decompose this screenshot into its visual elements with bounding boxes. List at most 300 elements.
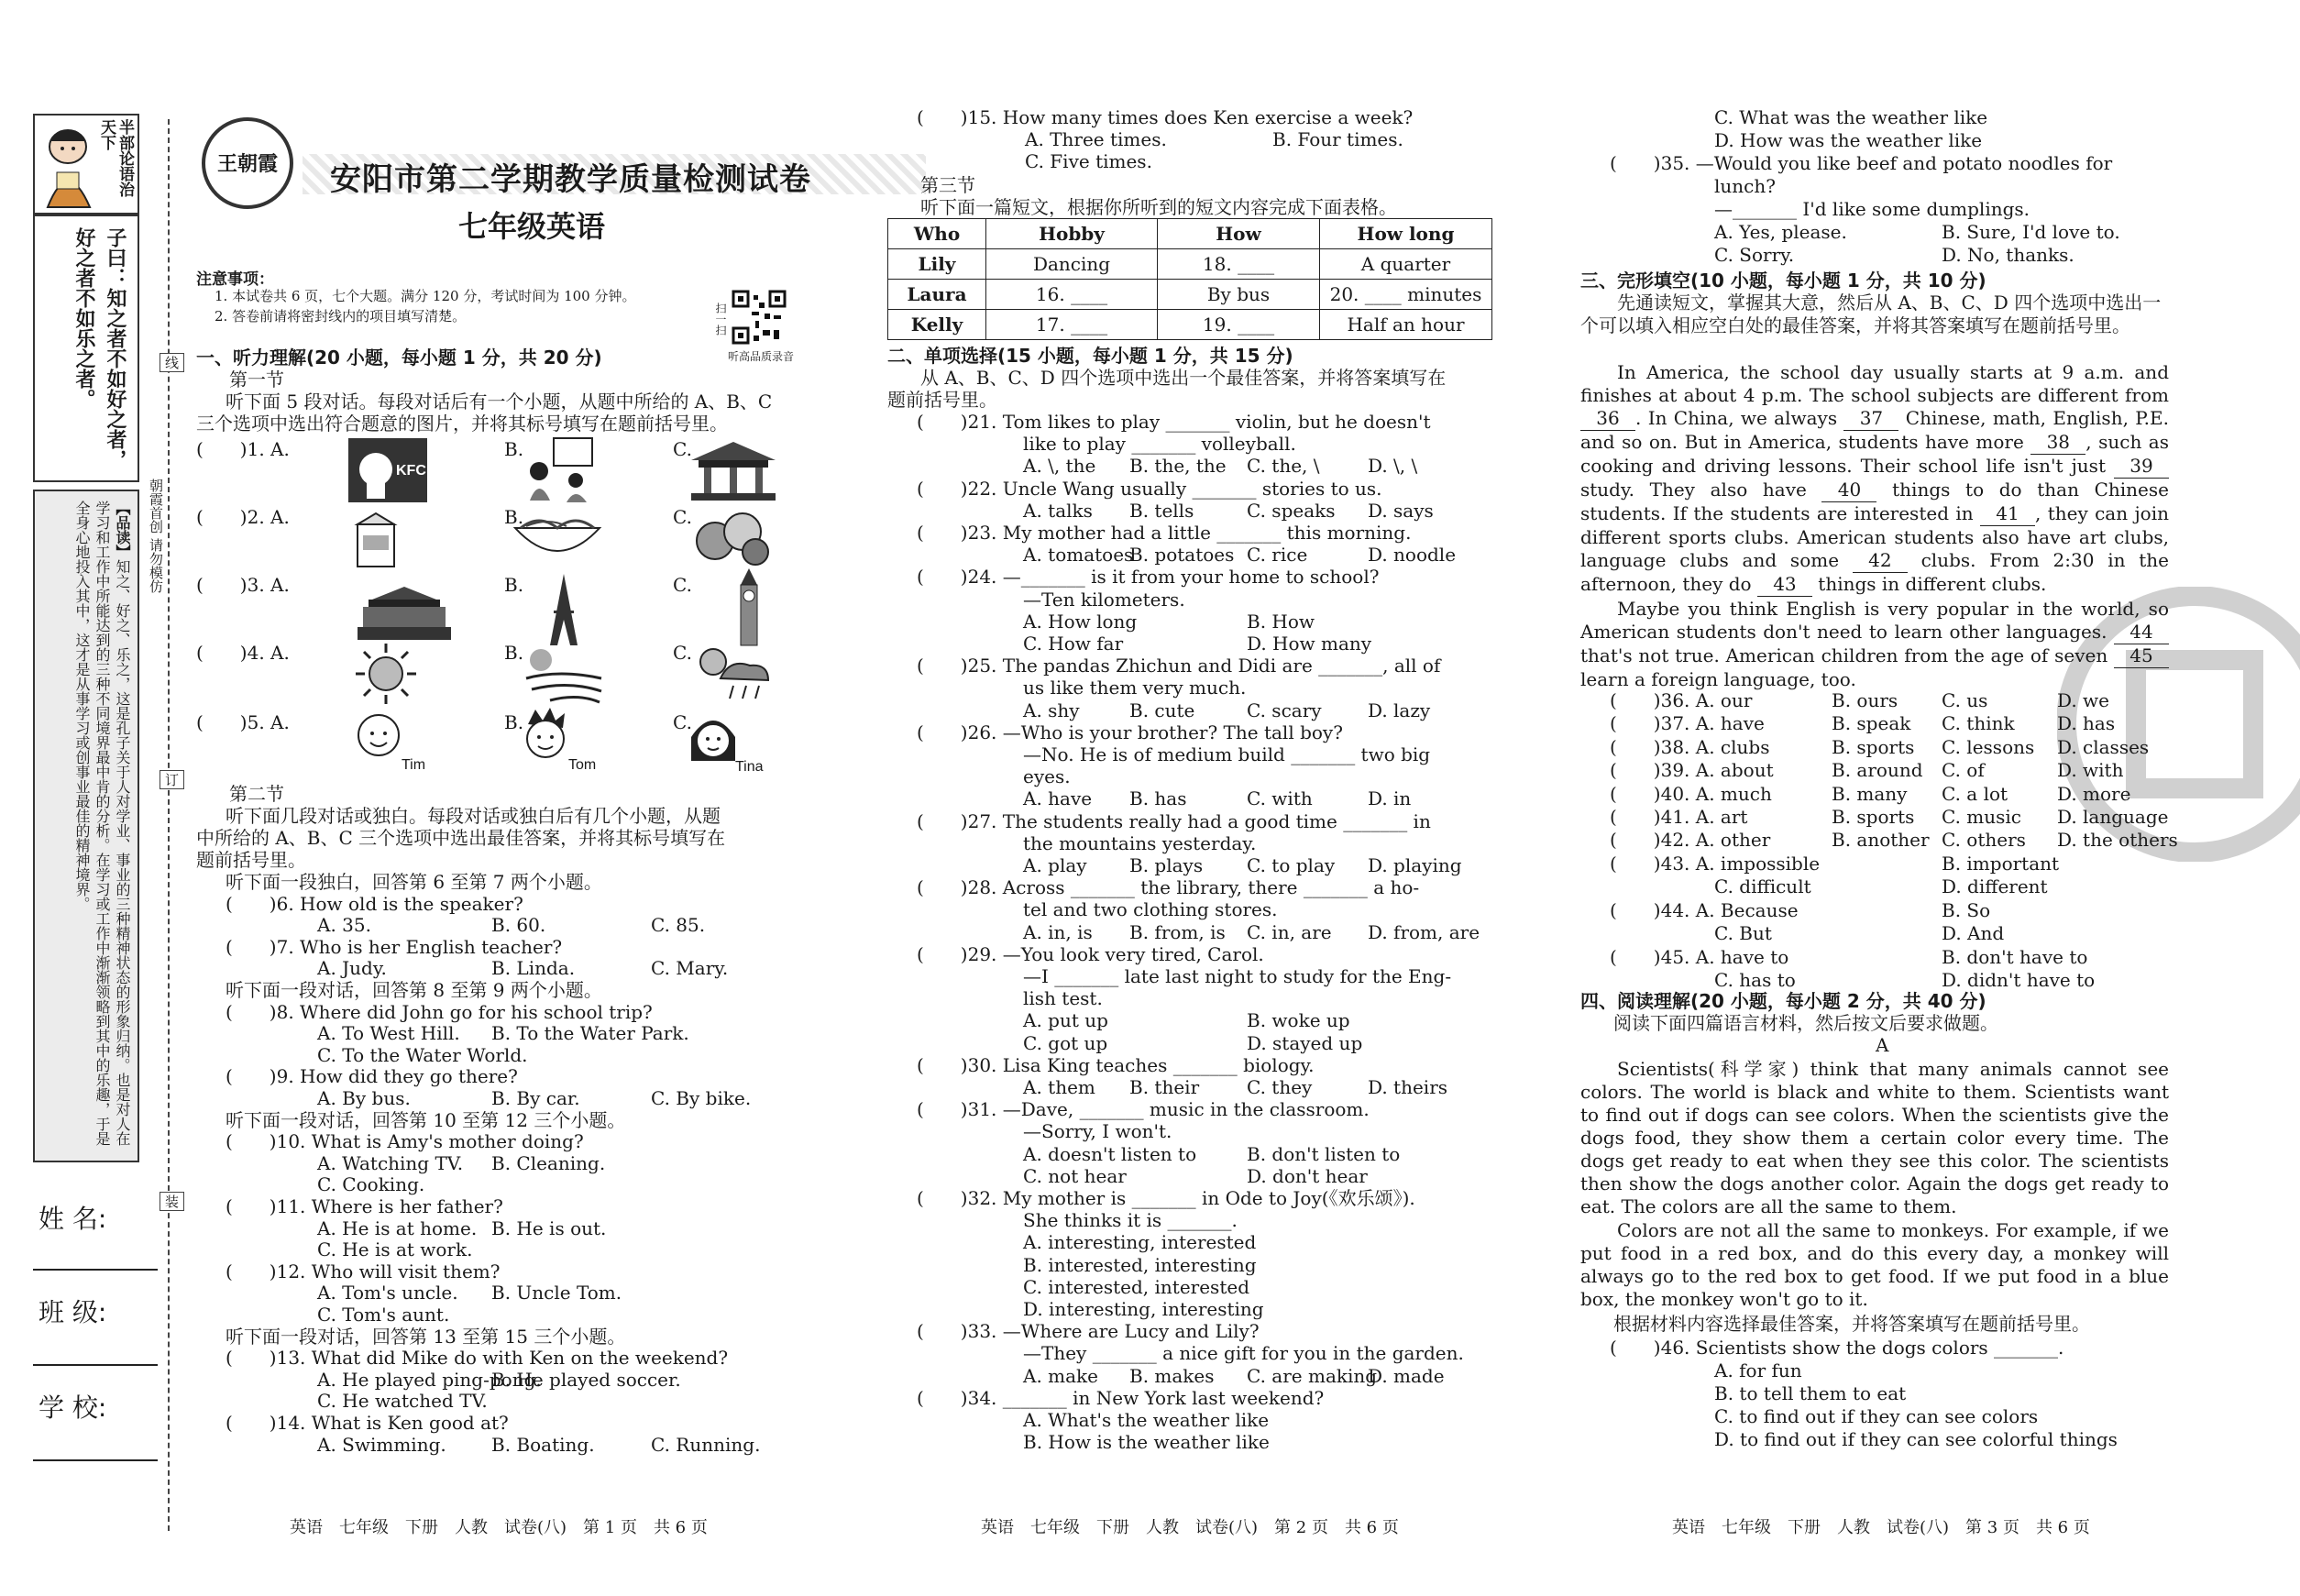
answer-option[interactable]: C. music bbox=[1942, 806, 2022, 828]
question-stem[interactable]: ( )26. —Who is your brother? The tall boy? bbox=[917, 721, 1343, 743]
answer-option[interactable]: D. lazy bbox=[1368, 699, 1431, 721]
th-hobby: Hobby bbox=[986, 219, 1158, 249]
question-line: C. Five times. bbox=[1025, 150, 1152, 172]
cinema-scene-icon bbox=[523, 435, 605, 502]
answer-option[interactable]: D. didn't have to bbox=[1942, 969, 2096, 991]
answer-option[interactable]: D. with bbox=[2057, 759, 2124, 782]
question-line: the mountains yesterday. bbox=[1023, 831, 1257, 854]
question-line: C. interested, interested bbox=[1023, 1275, 1249, 1298]
answer-option[interactable]: A. put up bbox=[1023, 1009, 1108, 1032]
answer-option[interactable]: C. has to bbox=[1714, 969, 1796, 991]
question-stem[interactable]: ( )21. Tom likes to play _______ violin, but he doesn't bbox=[917, 411, 1431, 433]
answer-option[interactable]: B. Sure, I'd love to. bbox=[1942, 221, 2120, 243]
question-stem[interactable]: ( )32. My mother is _______ in Ode to Joy(《欢乐颂》). bbox=[917, 1187, 1415, 1209]
passage-a-label: A bbox=[1876, 1034, 1889, 1056]
answer-option[interactable]: C. a lot bbox=[1942, 782, 2008, 805]
question-stem[interactable]: ( )46. Scientists show the dogs colors _______. bbox=[1610, 1337, 2064, 1359]
answer-option[interactable]: B. important bbox=[1942, 853, 2060, 875]
answer-option[interactable]: C. Mary. bbox=[651, 957, 729, 980]
qr-caption: 听高品质录音 bbox=[728, 350, 795, 363]
question-stem[interactable]: ( )25. The pandas Zhichun and Didi are _______, all of bbox=[917, 655, 1441, 677]
big-ben-icon bbox=[735, 568, 763, 647]
th-how: How bbox=[1158, 219, 1320, 249]
question-stem[interactable]: ( )28. Across _______ the library, there _______ a ho- bbox=[917, 876, 1420, 899]
answer-option[interactable]: A. 35. bbox=[317, 914, 371, 937]
answer-option[interactable]: B. To the Water Park. bbox=[491, 1022, 689, 1045]
answer-option[interactable]: B. another bbox=[1832, 829, 1930, 852]
answer-option[interactable]: C. not hear bbox=[1023, 1164, 1127, 1187]
answer-option[interactable]: C. How far bbox=[1023, 633, 1124, 655]
scholar-mascot-icon bbox=[37, 119, 101, 211]
question-stem[interactable]: ( )27. The students really had a good time _______ in bbox=[917, 809, 1431, 832]
cloze-question[interactable]: ( )42. A. other bbox=[1610, 829, 1771, 852]
name-tina: Tina bbox=[735, 759, 764, 775]
answer-option[interactable]: B. He played soccer. bbox=[491, 1368, 681, 1391]
question-line: C. To the Water World. bbox=[317, 1043, 528, 1066]
table-header bbox=[888, 219, 1492, 249]
footer-page-2: 英语 七年级 下册 人教 试卷(八) 第 2 页 共 6 页 bbox=[981, 1518, 1399, 1537]
question-stem[interactable]: ( )30. Lisa King teaches _______ biology. bbox=[917, 1053, 1315, 1076]
answer-option[interactable]: B. their bbox=[1129, 1076, 1200, 1098]
answer-option[interactable]: A. To West Hill. bbox=[317, 1022, 460, 1045]
footer-page-3: 英语 七年级 下册 人教 试卷(八) 第 3 页 共 6 页 bbox=[1672, 1518, 2090, 1537]
question-line: C. Tom's aunt. bbox=[317, 1304, 450, 1326]
boy-tom-icon bbox=[523, 708, 568, 766]
rainy-icon bbox=[693, 642, 776, 706]
question-line: B. interested, interesting bbox=[1023, 1253, 1257, 1276]
section-2-intro-2: 题前括号里。 bbox=[887, 389, 997, 411]
question-line: B. to tell them to eat bbox=[1714, 1382, 1907, 1404]
answer-option[interactable]: A. Judy. bbox=[317, 957, 387, 980]
question-line: B. How is the weather like bbox=[1023, 1431, 1270, 1454]
quote-text: 子曰：知之者不如好之者，好之者不如乐之者。 bbox=[72, 227, 127, 469]
cell: A quarter bbox=[1320, 249, 1492, 280]
answer-option[interactable]: D. the others bbox=[2057, 829, 2178, 852]
picture-question[interactable]: ( )1. A. bbox=[196, 438, 290, 460]
answer-option[interactable]: C. are making bbox=[1247, 1364, 1378, 1387]
answer-option[interactable]: B. Four times. bbox=[1272, 128, 1403, 150]
picture-option-label[interactable]: C. bbox=[673, 506, 692, 528]
logo-text: 王朝霞 bbox=[216, 152, 278, 176]
table-row bbox=[888, 249, 1492, 280]
answer-option[interactable]: B. makes bbox=[1129, 1364, 1215, 1387]
answer-option[interactable]: B. 60. bbox=[491, 914, 546, 937]
cell: Dancing bbox=[986, 249, 1158, 280]
answer-option[interactable]: A. He is at home. bbox=[317, 1216, 478, 1239]
answer-option[interactable]: A. doesn't listen to bbox=[1023, 1142, 1197, 1165]
question-line: —Ten kilometers. bbox=[1023, 588, 1185, 611]
answer-option[interactable]: A. in, is bbox=[1023, 920, 1093, 943]
question-line: us like them very much. bbox=[1023, 677, 1247, 699]
question-stem[interactable]: ( )14. What is Ken good at? bbox=[226, 1412, 509, 1434]
answer-option[interactable]: A. make bbox=[1023, 1364, 1099, 1387]
part-2-intro-3: 题前括号里。 bbox=[196, 849, 306, 871]
question-stem[interactable]: ( )15. How many times does Ken exercise a week? bbox=[917, 106, 1414, 128]
answer-option[interactable]: C. Running. bbox=[651, 1433, 761, 1456]
question-line: C. He watched TV. bbox=[317, 1390, 488, 1413]
blank-19[interactable]: 19. ____ bbox=[1158, 310, 1320, 340]
question-line: A. What's the weather like bbox=[1023, 1409, 1270, 1431]
part-2-intro-2: 中所给的 A、B、C 三个选项中选出最佳答案，并将其标号填写在 bbox=[196, 827, 726, 849]
pindu-label: 【品读】 bbox=[114, 501, 131, 559]
cloze-question[interactable]: ( )36. A. our bbox=[1610, 689, 1753, 711]
cloze-passage-1: In America, the school day usually starts at 9 a.m. and finishes at about 4 p.m. The school subjects are different from 36 . In China, we always 37 Chinese, math, English, P.E. and so on. But in America, students have more 38 , such as cooking and driving lessons. Their school life isn't just 39 study. They also have 40 things to do than Chinese students. If the students are interested in 41 , they can join different sports clubs. American students also have art clubs, language clubs and some 42 clubs. From 2:30 in the afternoon, they do 43 things in different clubs. bbox=[1580, 361, 2170, 595]
picture-option-label[interactable]: B. bbox=[504, 711, 524, 733]
sub-instruction: 听下面一段对话，回答第 13 至第 15 三个小题。 bbox=[226, 1325, 626, 1348]
question-stem[interactable]: ( )29. —You look very tired, Carol. bbox=[917, 942, 1264, 965]
quote-box bbox=[33, 213, 139, 482]
answer-option[interactable]: C. 85. bbox=[651, 914, 706, 937]
answer-option[interactable]: B. the, the bbox=[1129, 455, 1227, 478]
question-stem[interactable]: ( )22. Uncle Wang usually _______ stories to us. bbox=[917, 477, 1382, 500]
cloze-question[interactable]: ( )45. A. have to bbox=[1610, 945, 1789, 968]
answer-option[interactable]: A. have bbox=[1023, 787, 1093, 810]
pindu-box bbox=[33, 490, 139, 1162]
notice-2: 2. 答卷前请将密封线内的项目填写清楚。 bbox=[215, 308, 467, 325]
answer-option[interactable]: A. Yes, please. bbox=[1714, 221, 1847, 243]
cloze-blank-45[interactable]: 45 bbox=[2114, 644, 2169, 668]
listening-table bbox=[887, 218, 1492, 340]
question-line: C. He is at work. bbox=[317, 1238, 473, 1261]
blank-16[interactable]: 16. ____ bbox=[986, 280, 1158, 310]
answer-option[interactable]: D. we bbox=[2057, 689, 2109, 711]
qr-side-text: 扫一扫 bbox=[714, 303, 727, 336]
page-3 bbox=[1573, 0, 2206, 1596]
name-tim: Tim bbox=[402, 757, 426, 773]
picture-question[interactable]: ( )5. A. bbox=[196, 711, 290, 733]
answer-option[interactable]: B. cute bbox=[1129, 699, 1195, 721]
cloze-blank-37[interactable]: 37 bbox=[1843, 407, 1898, 431]
question-line: —No. He is of medium build _______ two big bbox=[1023, 743, 1431, 765]
footer-page-1: 英语 七年级 下册 人教 试卷(八) 第 1 页 共 6 页 bbox=[290, 1518, 708, 1537]
question-stem[interactable]: ( )24. —_______ is it from your home to school? bbox=[917, 566, 1380, 589]
section-4-title: 四、阅读理解(20 小题，每小题 2 分，共 40 分) bbox=[1580, 990, 1986, 1012]
question-line: eyes. bbox=[1023, 765, 1071, 788]
part-3-intro: 听下面一篇短文，根据你所听到的短文内容完成下面表格。 bbox=[920, 196, 1397, 218]
answer-option[interactable]: C. in, are bbox=[1247, 920, 1332, 943]
answer-option[interactable]: C. speaks bbox=[1247, 499, 1336, 522]
noodle-bowl-icon bbox=[512, 510, 603, 568]
sub-instruction: 听下面一段独白，回答第 6 至第 7 两个小题。 bbox=[226, 871, 602, 893]
answer-option[interactable]: C. rice bbox=[1247, 544, 1308, 567]
seal-top: 线 bbox=[160, 353, 184, 372]
question-stem[interactable]: ( )34. _______ in New York last weekend? bbox=[917, 1386, 1325, 1409]
answer-option[interactable]: C. difficult bbox=[1714, 875, 1811, 898]
cloze-blank-39[interactable]: 39 bbox=[2114, 455, 2169, 479]
svg-text:KFC: KFC bbox=[396, 463, 426, 479]
cloze-blank-42[interactable]: 42 bbox=[1853, 549, 1908, 573]
boy-tim-icon bbox=[356, 711, 402, 766]
name-tom: Tom bbox=[568, 757, 597, 773]
answer-option[interactable]: A. \, the bbox=[1023, 455, 1096, 478]
seal-bot: 装 bbox=[160, 1192, 184, 1211]
part-3-label: 第三节 bbox=[920, 174, 975, 196]
cell: Kelly bbox=[888, 310, 986, 340]
question-stem[interactable]: ( )8. Where did John go for his school trip? bbox=[226, 1000, 653, 1023]
question-stem[interactable]: ( )11. Where is her father? bbox=[226, 1195, 503, 1217]
part-2-intro-1: 听下面几段对话或独白。每段对话或独白后有几个小题，从题 bbox=[226, 805, 721, 827]
cloze-blank-44[interactable]: 44 bbox=[2114, 621, 2169, 644]
answer-option[interactable]: A. shy bbox=[1023, 699, 1080, 721]
answer-option[interactable]: C. But bbox=[1714, 922, 1772, 945]
logo bbox=[202, 117, 293, 209]
question-line: She thinks it is _______. bbox=[1023, 1209, 1238, 1232]
sunny-icon bbox=[354, 642, 418, 706]
answer-option[interactable]: B. ours bbox=[1832, 689, 1898, 711]
answer-option[interactable]: B. don't have to bbox=[1942, 945, 2088, 968]
question-line: like to play _______ volleyball. bbox=[1023, 433, 1296, 456]
answer-option[interactable]: D. \, \ bbox=[1368, 455, 1418, 478]
side-note: 朝霞首创 请勿模仿 bbox=[148, 479, 164, 593]
answer-option[interactable]: C. scary bbox=[1247, 699, 1322, 721]
answer-option[interactable]: A. tomatoes bbox=[1023, 544, 1134, 567]
tiananmen-icon bbox=[354, 583, 455, 642]
qr-code-icon[interactable] bbox=[732, 290, 787, 345]
question-stem[interactable]: ( )23. My mother had a little _______ this morning. bbox=[917, 522, 1412, 544]
answer-option[interactable]: D. No, thanks. bbox=[1942, 244, 2074, 266]
answer-option[interactable]: A. Swimming. bbox=[317, 1433, 446, 1456]
mascot-box bbox=[33, 114, 139, 216]
cloze-blank-38[interactable]: 38 bbox=[2030, 431, 2085, 455]
question-line: A. interesting, interested bbox=[1023, 1231, 1257, 1254]
answer-option[interactable]: C. of bbox=[1942, 759, 1985, 782]
class-field[interactable] bbox=[33, 1364, 158, 1366]
question-line: —_______ I'd like some dumplings. bbox=[1714, 198, 2030, 220]
answer-option[interactable]: B. speak bbox=[1832, 712, 1911, 735]
answer-option[interactable]: C. others bbox=[1942, 829, 2026, 852]
picture-option-label[interactable]: C. bbox=[673, 642, 692, 664]
temple-gate-icon bbox=[688, 436, 779, 502]
answer-option[interactable]: C. lessons bbox=[1942, 735, 2035, 758]
answer-option[interactable]: D. from, are bbox=[1368, 920, 1480, 943]
cloze-blank-43[interactable]: 43 bbox=[1757, 573, 1812, 597]
picture-option-label[interactable]: B. bbox=[504, 438, 524, 460]
cloze-question[interactable]: ( )37. A. have bbox=[1610, 712, 1765, 735]
school-field[interactable] bbox=[33, 1459, 158, 1461]
answer-option[interactable]: D. made bbox=[1368, 1364, 1445, 1387]
answer-option[interactable]: B. don't listen to bbox=[1247, 1142, 1401, 1165]
question-line: C. to find out if they can see colors bbox=[1714, 1405, 2039, 1427]
part-2-label: 第二节 bbox=[229, 783, 284, 805]
answer-option[interactable]: B. He is out. bbox=[491, 1216, 607, 1239]
cell: Lily bbox=[888, 249, 986, 280]
answer-option[interactable]: A. Watching TV. bbox=[317, 1151, 464, 1174]
question-stem[interactable]: ( )12. Who will visit them? bbox=[226, 1260, 501, 1282]
cloze-question[interactable]: ( )39. A. about bbox=[1610, 759, 1774, 782]
picture-option-label[interactable]: B. bbox=[504, 642, 524, 664]
answer-option[interactable]: B. Uncle Tom. bbox=[491, 1282, 622, 1304]
question-stem[interactable]: ( )31. —Dave, _______ music in the classroom. bbox=[917, 1098, 1370, 1121]
question-line: C. Cooking. bbox=[317, 1173, 425, 1196]
pindu-text bbox=[72, 501, 132, 1151]
question-stem[interactable]: ( )9. How did they go there? bbox=[226, 1065, 518, 1088]
question-stem[interactable]: ( )10. What is Amy's mother doing? bbox=[226, 1130, 584, 1153]
answer-option[interactable]: C. to play bbox=[1247, 854, 1336, 876]
pindu-body: 知之、好之、乐之，这是孔子关于人对学业、事业的三种精神状态的形象归纳。也是对人在学习和工作中所能达到的三种不同境界最中肯的分析。在学习或工作中渐渐领略到其中的乐趣，于是全身心地投入其中，这才是从事学习或创事业最佳的精神境界。 bbox=[73, 501, 131, 1146]
answer-option[interactable]: A. talks bbox=[1023, 499, 1093, 522]
answer-option[interactable]: D. different bbox=[1942, 875, 2048, 898]
answer-option[interactable]: C. they bbox=[1247, 1076, 1313, 1098]
cloze-passage-2: Maybe you think English is very popular in the world, so American students don't need to learn other languages. 44 that's not true. American children from the age of seven 45 learn a foreign language, too. bbox=[1580, 598, 2169, 690]
answer-option[interactable]: A. By bus. bbox=[317, 1087, 411, 1109]
answer-option[interactable]: D. And bbox=[1942, 922, 2005, 945]
question-line: D. How was the weather like bbox=[1714, 129, 1983, 151]
reading-a-para-2: Colors are not all the same to monkeys. For example, if we put food in a red box, and do this every day, a monkey will always go to the red box to get food. If we put food in a blue box, the monkey won't go to it. bbox=[1580, 1219, 2169, 1310]
answer-option[interactable]: B. tells bbox=[1129, 499, 1194, 522]
answer-option[interactable]: B. So bbox=[1942, 898, 1991, 921]
question-stem[interactable]: ( )7. Who is her English teacher? bbox=[226, 935, 563, 958]
reading-a-instruction: 根据材料内容选择最佳答案，并将答案填写在题前括号里。 bbox=[1613, 1313, 2090, 1335]
section-2-intro-1: 从 A、B、C、D 四个选项中选出一个最佳答案，并将答案填写在 bbox=[920, 367, 1447, 389]
blank-20[interactable]: 20. ____ minutes bbox=[1320, 280, 1492, 310]
question-line: —Sorry, I won't. bbox=[1023, 1120, 1172, 1143]
question-stem[interactable]: ( )33. —Where are Lucy and Lily? bbox=[917, 1320, 1260, 1343]
cloze-blank-36[interactable]: 36 bbox=[1580, 407, 1635, 431]
answer-option[interactable]: A. He played ping-pong. bbox=[317, 1368, 542, 1391]
page-title: 安阳市第二学期教学质量检测试卷 bbox=[330, 161, 811, 198]
blank-17[interactable]: 17. ____ bbox=[986, 310, 1158, 340]
cloze-question[interactable]: ( )40. A. much bbox=[1610, 782, 1772, 805]
cloze-question[interactable]: ( )41. A. art bbox=[1610, 806, 1748, 828]
answer-option[interactable]: D. don't hear bbox=[1247, 1164, 1368, 1187]
answer-option[interactable]: C. with bbox=[1247, 787, 1313, 810]
section-2-title: 二、单项选择(15 小题，每小题 1 分，共 15 分) bbox=[887, 345, 1293, 367]
badge-text: 半部论语治天下 bbox=[97, 119, 134, 197]
table-row bbox=[888, 310, 1492, 340]
answer-option[interactable]: D. language bbox=[2057, 806, 2169, 828]
answer-option[interactable]: D. more bbox=[2057, 782, 2131, 805]
question-line: lunch? bbox=[1714, 175, 1776, 197]
answer-option[interactable]: B. potatoes bbox=[1129, 544, 1235, 567]
question-line: D. interesting, interesting bbox=[1023, 1298, 1264, 1320]
answer-option[interactable]: A. play bbox=[1023, 854, 1087, 876]
answer-option[interactable]: B. How bbox=[1247, 610, 1315, 633]
cloze-blank-40[interactable]: 40 bbox=[1821, 479, 1876, 502]
answer-option[interactable]: C. the, \ bbox=[1247, 455, 1320, 478]
answer-option[interactable]: B. plays bbox=[1129, 854, 1204, 876]
notice-label: 注意事项： bbox=[196, 270, 274, 289]
reading-a-para-1: Scientists(科学家) think that many animals cannot see colors. The world is black and white to them. Scientists want to find out if dogs can see colors. When the scientists give the dogs food, they show them a certain color every time. The dogs get ready to eat when they see this color. The scientists then show the dogs another color. Again the dogs get ready to eat. The colors are all the same to them. bbox=[1580, 1058, 2169, 1217]
sub-instruction: 听下面一段对话，回答第 10 至第 12 三个小题。 bbox=[226, 1108, 626, 1131]
picture-question[interactable]: ( )3. A. bbox=[196, 574, 290, 596]
answer-option[interactable]: A. How long bbox=[1023, 610, 1138, 633]
page-2 bbox=[880, 0, 1513, 1596]
page-1 bbox=[174, 0, 871, 1596]
answer-option[interactable]: B. sports bbox=[1832, 806, 1915, 828]
answer-option[interactable]: C. got up bbox=[1023, 1031, 1108, 1054]
school-label: 学 校: bbox=[39, 1392, 107, 1423]
answer-option[interactable]: B. Cleaning. bbox=[491, 1151, 606, 1174]
kfc-colonel-icon bbox=[348, 438, 427, 502]
picture-option-label[interactable]: C. bbox=[673, 438, 692, 460]
question-line: —I _______ late last night to study for the Eng- bbox=[1023, 965, 1452, 987]
answer-option[interactable]: B. sports bbox=[1832, 735, 1915, 758]
question-line: C. What was the weather like bbox=[1714, 106, 1988, 128]
girl-tina-icon bbox=[688, 710, 739, 768]
sub-instruction: 听下面一段对话，回答第 8 至第 9 两个小题。 bbox=[226, 979, 602, 1001]
answer-option[interactable]: D. theirs bbox=[1368, 1076, 1448, 1098]
fruit-basket-icon bbox=[691, 504, 777, 568]
answer-option[interactable]: B. many bbox=[1832, 782, 1908, 805]
question-line: D. to find out if they can see colorful things bbox=[1714, 1428, 2118, 1450]
class-label: 班 级: bbox=[39, 1297, 107, 1327]
answer-option[interactable]: C. think bbox=[1942, 712, 2015, 735]
picture-question[interactable]: ( )2. A. bbox=[196, 506, 290, 528]
answer-option[interactable]: B. By car. bbox=[491, 1087, 580, 1109]
answer-option[interactable]: A. Three times. bbox=[1025, 128, 1167, 150]
blank-18[interactable]: 18. ____ bbox=[1158, 249, 1320, 280]
question-stem[interactable]: ( )35. —Would you like beef and potato noodles for bbox=[1610, 152, 2113, 174]
milk-carton-icon bbox=[348, 510, 403, 568]
answer-option[interactable]: D. classes bbox=[2057, 735, 2150, 758]
answer-option[interactable]: B. Linda. bbox=[491, 957, 576, 980]
picture-option-label[interactable]: B. bbox=[504, 574, 524, 596]
answer-option[interactable]: D. stayed up bbox=[1247, 1031, 1363, 1054]
part-1-intro-1: 听下面 5 段对话。每段对话后有一个小题，从题中所给的 A、B、C bbox=[226, 391, 773, 413]
answer-option[interactable]: C. By bike. bbox=[651, 1087, 752, 1109]
page-subtitle: 七年级英语 bbox=[458, 209, 606, 244]
answer-option[interactable]: B. woke up bbox=[1247, 1009, 1350, 1032]
name-field[interactable] bbox=[33, 1269, 158, 1271]
answer-option[interactable]: B. has bbox=[1129, 787, 1187, 810]
answer-option[interactable]: A. Tom's uncle. bbox=[317, 1282, 458, 1304]
name-label: 姓 名: bbox=[39, 1204, 107, 1234]
picture-question[interactable]: ( )4. A. bbox=[196, 642, 290, 664]
answer-option[interactable]: C. us bbox=[1942, 689, 1988, 711]
cloze-question[interactable]: ( )44. A. Because bbox=[1610, 898, 1799, 921]
cloze-question[interactable]: ( )38. A. clubs bbox=[1610, 735, 1770, 758]
table-row bbox=[888, 280, 1492, 310]
cloze-blank-41[interactable]: 41 bbox=[1980, 502, 2035, 526]
section-1-title: 一、听力理解(20 小题，每小题 1 分，共 20 分) bbox=[196, 347, 602, 369]
question-stem[interactable]: ( )13. What did Mike do with Ken on the weekend? bbox=[226, 1347, 729, 1370]
picture-option-label[interactable]: C. bbox=[673, 711, 692, 733]
question-line: A. for fun bbox=[1714, 1359, 1802, 1381]
binding-line bbox=[168, 119, 170, 1531]
part-1-intro-2: 三个选项中选出符合题意的图片，并将其标号填写在题前括号里。 bbox=[196, 413, 728, 435]
part-1-label: 第一节 bbox=[229, 369, 284, 391]
section-4-intro: 阅读下面四篇语言材料，然后按文后要求做题。 bbox=[1613, 1012, 1998, 1034]
cloze-question[interactable]: ( )43. A. impossible bbox=[1610, 853, 1821, 875]
section-3-intro: 先通读短文，掌握其大意，然后从 A、B、C、D 四个选项中选出一个可以填入相应空白处的最佳答案，并将其答案填写在题前括号里。 bbox=[1580, 292, 2162, 336]
seal-mid: 订 bbox=[160, 770, 184, 789]
answer-option[interactable]: D. How many bbox=[1247, 633, 1372, 655]
section-3-title: 三、完形填空(10 小题，每小题 1 分，共 10 分) bbox=[1580, 270, 1986, 292]
answer-option[interactable]: D. has bbox=[2057, 712, 2116, 735]
left-strip bbox=[0, 0, 180, 1596]
answer-option[interactable]: B. Boating. bbox=[491, 1433, 595, 1456]
cell: Laura bbox=[888, 280, 986, 310]
question-line: tel and two clothing stores. bbox=[1023, 898, 1278, 921]
question-line: —They _______ a nice gift for you in the garden. bbox=[1023, 1342, 1464, 1365]
answer-option[interactable]: C. Sorry. bbox=[1714, 244, 1795, 266]
notice-1: 1. 本试卷共 6 页，七个大题。满分 120 分，考试时间为 100 分钟。 bbox=[215, 288, 636, 304]
answer-option[interactable]: D. says bbox=[1368, 499, 1434, 522]
windy-icon bbox=[523, 642, 605, 706]
answer-option[interactable]: D. playing bbox=[1368, 854, 1462, 876]
answer-option[interactable]: B. around bbox=[1832, 759, 1923, 782]
picture-option-label[interactable]: C. bbox=[673, 574, 692, 596]
cell: Half an hour bbox=[1320, 310, 1492, 340]
question-stem[interactable]: ( )6. How old is the speaker? bbox=[226, 892, 523, 915]
answer-option[interactable]: D. noodle bbox=[1368, 544, 1457, 567]
answer-option[interactable]: A. them bbox=[1023, 1076, 1095, 1098]
th-who: Who bbox=[888, 219, 986, 249]
answer-option[interactable]: D. in bbox=[1368, 787, 1412, 810]
picture-option-label[interactable]: B. bbox=[504, 506, 524, 528]
eiffel-tower-icon bbox=[541, 574, 587, 647]
answer-option[interactable]: B. from, is bbox=[1129, 920, 1226, 943]
